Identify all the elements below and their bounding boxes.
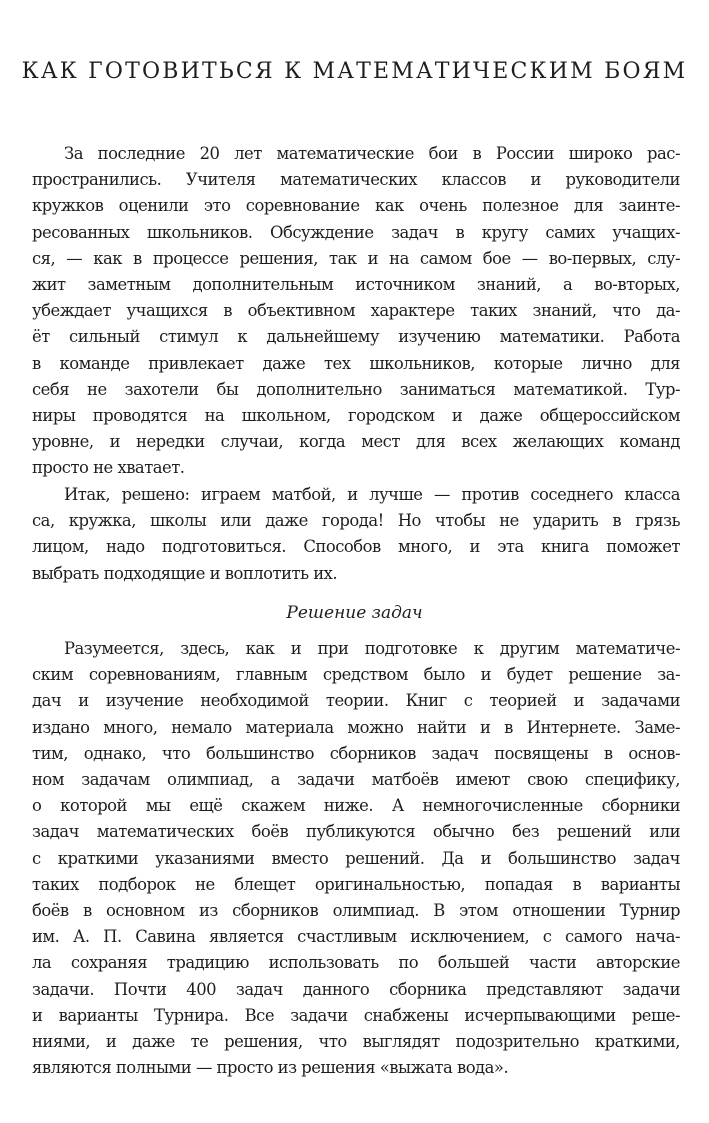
- text-line: таких подборок не блещет оригинальностью, попадая в варианты: [32, 874, 680, 894]
- text-line: ся, — как в процессе решения, так и на самом бое — во-первых, слу-: [32, 248, 680, 268]
- text-line: тим, однако, что большинство сборников задач посвящены в основ-: [32, 743, 680, 763]
- text-line: издано много, немало материала можно найти и в Интернете. Заме-: [32, 717, 680, 737]
- section-heading: Решение задач: [286, 603, 423, 623]
- text-line: боёв в основном из сборников олимпиад. В этом отношении Турнир: [32, 901, 680, 921]
- text-line: задачи. Почти 400 задач данного сборника представляют задачи: [32, 979, 680, 999]
- text-line: задач математических боёв публикуются обычно без решений или: [32, 822, 680, 842]
- text-line: ниями, и даже те решения, что выглядят подозрительно краткими,: [32, 1032, 680, 1052]
- intro-paragraph-1: [32, 141, 680, 482]
- text-line: ёт сильный стимул к дальнейшему изучению математики. Работа: [32, 327, 680, 347]
- text-line: им. А. П. Савина является счастливым исключением, с самого нача-: [32, 927, 680, 947]
- section-paragraph-1: [32, 636, 680, 1081]
- text-line: са, кружка, школы или даже города! Но чтобы не ударить в грязь: [32, 511, 680, 531]
- chapter-title: КАК ГОТОВИТЬСЯ К МАТЕМАТИЧЕСКИМ БОЯМ: [21, 59, 688, 84]
- text-line: являются полными — просто из решения «выжата вода».: [32, 1058, 509, 1078]
- text-line: дач и изучение необходимой теории. Книг с теорией и задачами: [32, 691, 680, 711]
- text-line: ским соревнованиям, главным средством было и будет решение за-: [32, 665, 680, 685]
- text-line: себя не захотели бы дополнительно заниматься математикой. Тур-: [32, 379, 680, 399]
- text-line: пространились. Учителя математических классов и руководители: [32, 170, 680, 190]
- text-line: просто не хватает.: [32, 458, 185, 478]
- text-line: За последние 20 лет математические бои в России широко рас-: [64, 144, 680, 163]
- text-line: уровне, и нередки случаи, когда мест для всех желающих команд: [32, 432, 680, 452]
- text-line: выбрать подходящие и воплотить их.: [32, 563, 338, 583]
- text-line: о которой мы ещё скажем ниже. А немногочисленные сборники: [32, 796, 680, 816]
- text-line: убеждает учащихся в объективном характере таких знаний, что да-: [32, 301, 680, 321]
- text-line: ресованных школьников. Обсуждение задач в кругу самих учащих-: [32, 222, 680, 242]
- text-line: Итак, решено: играем матбой, и лучше — против соседнего класса: [64, 485, 680, 504]
- text-line: с краткими указаниями вместо решений. Да и большинство задач: [32, 848, 680, 868]
- text-line: жит заметным дополнительным источником знаний, а во-вторых,: [32, 275, 680, 295]
- text-line: и варианты Турнира. Все задачи снабжены исчерпывающими реше-: [32, 1005, 680, 1025]
- text-line: Разумеется, здесь, как и при подготовке к другим математиче-: [64, 639, 680, 658]
- text-line: лицом, надо подготовиться. Способов много, и эта книга поможет: [32, 537, 680, 557]
- text-line: ла сохраняя традицию использовать по большей части авторские: [32, 953, 680, 973]
- intro-paragraph-2: [32, 482, 680, 587]
- text-line: ном задачам олимпиад, а задачи матбоёв имеют свою специфику,: [32, 770, 680, 790]
- text-line: в команде привлекает даже тех школьников, которые лично для: [32, 353, 680, 373]
- text-line: ниры проводятся на школьном, городском и даже общероссийском: [32, 406, 680, 426]
- text-line: кружков оценили это соревнование как очень полезное для заинте-: [32, 196, 680, 216]
